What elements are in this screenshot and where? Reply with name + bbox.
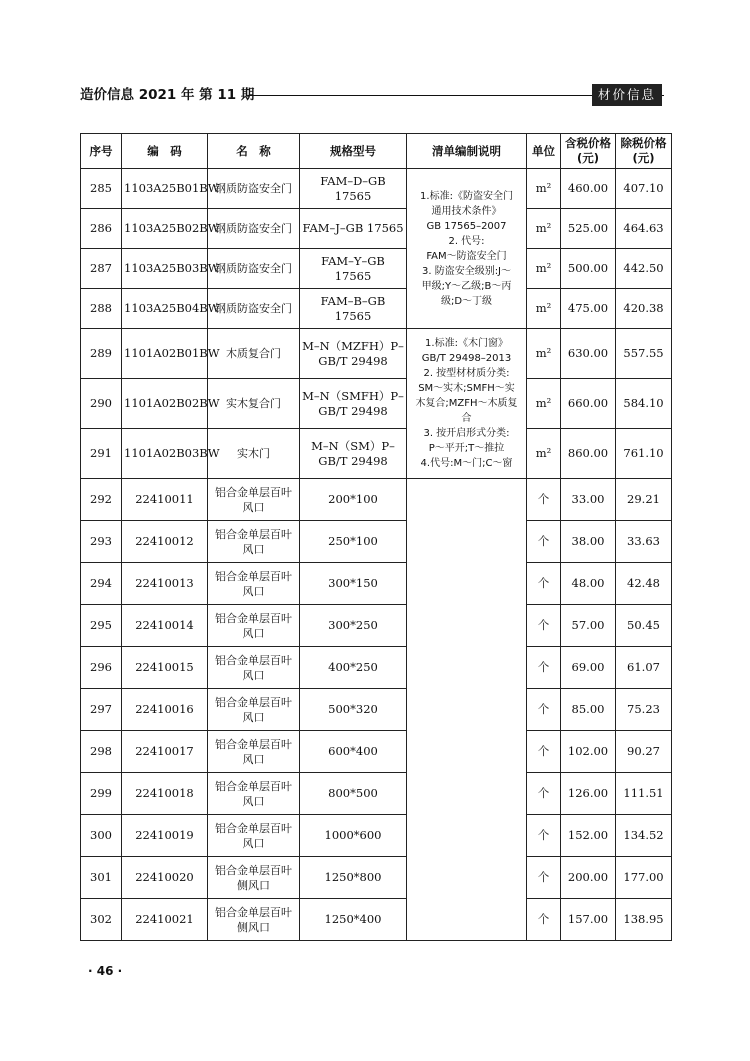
col-header-spec: 规格型号 [300,134,407,169]
cell-spec: 500*320 [300,689,407,731]
table-row [81,209,672,249]
cell-price-net: 177.00 [616,857,672,899]
desc-line: 3. 按开启形式分类: [423,428,510,439]
section-tag: 材价信息 [592,84,662,106]
desc-line: 甲级;Y～乙级;B～丙 [421,280,512,292]
cell-spec: 400*250 [300,647,407,689]
cell-name: 铝合金单层百叶风口 [208,689,300,731]
desc-line: 1.标准:《防盗安全门 [420,190,513,202]
cell-price-tax: 157.00 [561,899,616,941]
cell-spec: 300*250 [300,605,407,647]
cell-name: 铝合金单层百叶风口 [208,815,300,857]
cell-price-tax: 152.00 [561,815,616,857]
cell-price-net: 464.63 [616,209,672,249]
cell-price-net: 138.95 [616,899,672,941]
cell-price-tax: 660.00 [561,379,616,429]
cell-unit: 个 [527,815,561,857]
cell-code: 22410018 [122,773,208,815]
cell-unit: 个 [527,479,561,521]
cell-no: 290 [81,379,122,429]
cell-no: 302 [81,899,122,941]
cell-code: 22410016 [122,689,208,731]
table-row [81,249,672,289]
col-header-name: 名 称 [208,134,300,169]
desc-line: 4.代号:M～门;C～窗 [420,458,513,469]
cell-no: 289 [81,329,122,379]
cell-price-tax: 500.00 [561,249,616,289]
cell-spec: 1250*800 [300,857,407,899]
cell-unit: m² [527,329,561,379]
cell-unit: m² [527,429,561,479]
cell-code: 22410021 [122,899,208,941]
cell-price-tax: 200.00 [561,857,616,899]
cell-code: 1103A25B03BW [122,249,208,289]
col-header-desc: 清单编制说明 [407,134,527,169]
table-row [81,329,672,379]
desc-line: 3. 防盗安全级别:J～ [421,265,512,277]
table-row [81,521,672,563]
cell-spec: M–N（MZFH）P–GB/T 29498 [300,329,407,379]
table-row [81,647,672,689]
cell-price-net: 134.52 [616,815,672,857]
table-row [81,899,672,941]
cell-price-tax: 69.00 [561,647,616,689]
cell-price-tax: 525.00 [561,209,616,249]
cell-name: 钢质防盗安全门 [208,249,300,289]
cell-spec: M–N（SM）P–GB/T 29498 [300,429,407,479]
cell-price-net: 761.10 [616,429,672,479]
cell-spec: FAM–J–GB 17565 [300,209,407,249]
cell-code: 1101A02B03BW [122,429,208,479]
cell-price-net: 90.27 [616,731,672,773]
price-table [80,133,672,941]
cell-unit: 个 [527,857,561,899]
cell-name: 铝合金单层百叶风口 [208,731,300,773]
cell-price-net: 29.21 [616,479,672,521]
cell-no: 294 [81,563,122,605]
cell-unit: 个 [527,773,561,815]
cell-name: 铝合金单层百叶风口 [208,521,300,563]
desc-line: 2. 代号: [448,235,485,247]
cell-spec: FAM–B–GB 17565 [300,289,407,329]
cell-code: 22410012 [122,521,208,563]
cell-price-tax: 33.00 [561,479,616,521]
col-header-unit: 单位 [527,134,561,169]
cell-no: 287 [81,249,122,289]
cell-price-tax: 460.00 [561,169,616,209]
issue-title: 造价信息 2021 年 第 11 期 [80,87,255,103]
desc-line: 木复合;MZFH～木质复 [415,398,518,409]
page-number: · 46 · [88,964,123,978]
cell-price-tax: 860.00 [561,429,616,479]
cell-price-tax: 475.00 [561,289,616,329]
cell-no: 297 [81,689,122,731]
cell-code: 1101A02B01BW [122,329,208,379]
cell-no: 293 [81,521,122,563]
cell-desc-empty [407,479,527,941]
cell-unit: 个 [527,521,561,563]
table-row [81,605,672,647]
cell-price-net: 50.45 [616,605,672,647]
desc-line: GB/T 29498–2013 [421,353,512,364]
cell-unit: 个 [527,605,561,647]
cell-unit: m² [527,249,561,289]
table-row [81,731,672,773]
table-row [81,689,672,731]
cell-spec: FAM–Y–GB 17565 [300,249,407,289]
cell-code: 22410011 [122,479,208,521]
cell-unit: 个 [527,647,561,689]
desc-line: P～平开;T～推拉 [428,443,505,454]
cell-price-net: 61.07 [616,647,672,689]
cell-no: 295 [81,605,122,647]
cell-price-tax: 630.00 [561,329,616,379]
cell-no: 292 [81,479,122,521]
cell-no: 291 [81,429,122,479]
cell-no: 288 [81,289,122,329]
cell-no: 286 [81,209,122,249]
table-row [81,815,672,857]
table-row [81,429,672,479]
table-row [81,563,672,605]
cell-unit: m² [527,169,561,209]
cell-price-net: 442.50 [616,249,672,289]
cell-spec: 300*150 [300,563,407,605]
page-header [80,84,662,106]
cell-price-net: 33.63 [616,521,672,563]
cell-unit: m² [527,209,561,249]
table-row [81,773,672,815]
cell-price-tax: 38.00 [561,521,616,563]
cell-price-net: 42.48 [616,563,672,605]
cell-code: 22410013 [122,563,208,605]
cell-unit: 个 [527,689,561,731]
cell-name: 铝合金单层百叶风口 [208,563,300,605]
col-header-code: 编 码 [122,134,208,169]
cell-code: 22410020 [122,857,208,899]
col-header-no: 序号 [81,134,122,169]
cell-price-tax: 102.00 [561,731,616,773]
desc-line: GB 17565–2007 [426,220,507,232]
cell-spec: 800*500 [300,773,407,815]
cell-name: 木质复合门 [208,329,300,379]
table-row [81,289,672,329]
cell-code: 1103A25B02BW [122,209,208,249]
cell-spec: 250*100 [300,521,407,563]
table-row [81,479,672,521]
cell-price-net: 75.23 [616,689,672,731]
cell-code: 22410014 [122,605,208,647]
col-header-price-net: 除税价格(元) [616,134,672,169]
cell-price-tax: 85.00 [561,689,616,731]
desc-line: SM～实木;SMFH～实 [418,383,515,394]
cell-no: 298 [81,731,122,773]
cell-name: 铝合金单层百叶侧风口 [208,899,300,941]
col-header-price-tax: 含税价格(元) [561,134,616,169]
cell-price-tax: 126.00 [561,773,616,815]
cell-name: 铝合金单层百叶侧风口 [208,857,300,899]
cell-name: 铝合金单层百叶风口 [208,647,300,689]
desc-line: 通用技术条件》 [431,205,502,217]
cell-no: 299 [81,773,122,815]
cell-name: 铝合金单层百叶风口 [208,605,300,647]
cell-desc [407,329,527,479]
cell-code: 22410019 [122,815,208,857]
table-row [81,379,672,429]
cell-name: 实木复合门 [208,379,300,429]
cell-no: 296 [81,647,122,689]
cell-price-net: 584.10 [616,379,672,429]
cell-desc [407,169,527,329]
cell-price-net: 420.38 [616,289,672,329]
cell-name: 实木门 [208,429,300,479]
cell-code: 1103A25B04BW [122,289,208,329]
table-row [81,169,672,209]
cell-price-net: 407.10 [616,169,672,209]
cell-name: 钢质防盗安全门 [208,289,300,329]
cell-no: 300 [81,815,122,857]
desc-line: 1.标准:《木门窗》 [425,338,508,349]
cell-name: 铝合金单层百叶风口 [208,773,300,815]
cell-unit: 个 [527,563,561,605]
cell-spec: 600*400 [300,731,407,773]
cell-name: 铝合金单层百叶风口 [208,479,300,521]
cell-price-tax: 57.00 [561,605,616,647]
table-body [81,169,672,941]
desc-line: FAM～防盗安全门 [426,250,507,262]
cell-no: 301 [81,857,122,899]
cell-unit: m² [527,379,561,429]
cell-unit: 个 [527,731,561,773]
desc-line: 级;D～丁级 [440,295,493,307]
table-row [81,857,672,899]
cell-spec: 200*100 [300,479,407,521]
cell-name: 钢质防盗安全门 [208,169,300,209]
cell-code: 22410017 [122,731,208,773]
cell-code: 1101A02B02BW [122,379,208,429]
cell-price-net: 557.55 [616,329,672,379]
desc-line: 合 [461,413,472,424]
cell-code: 1103A25B01BW [122,169,208,209]
cell-price-net: 111.51 [616,773,672,815]
cell-price-tax: 48.00 [561,563,616,605]
cell-unit: 个 [527,899,561,941]
cell-no: 285 [81,169,122,209]
cell-name: 钢质防盗安全门 [208,209,300,249]
cell-unit: m² [527,289,561,329]
cell-spec: 1000*600 [300,815,407,857]
cell-spec: 1250*400 [300,899,407,941]
cell-code: 22410015 [122,647,208,689]
cell-spec: FAM–D–GB 17565 [300,169,407,209]
cell-spec: M–N（SMFH）P–GB/T 29498 [300,379,407,429]
desc-line: 2. 按型材材质分类: [423,368,510,379]
table-header-row [81,134,672,169]
